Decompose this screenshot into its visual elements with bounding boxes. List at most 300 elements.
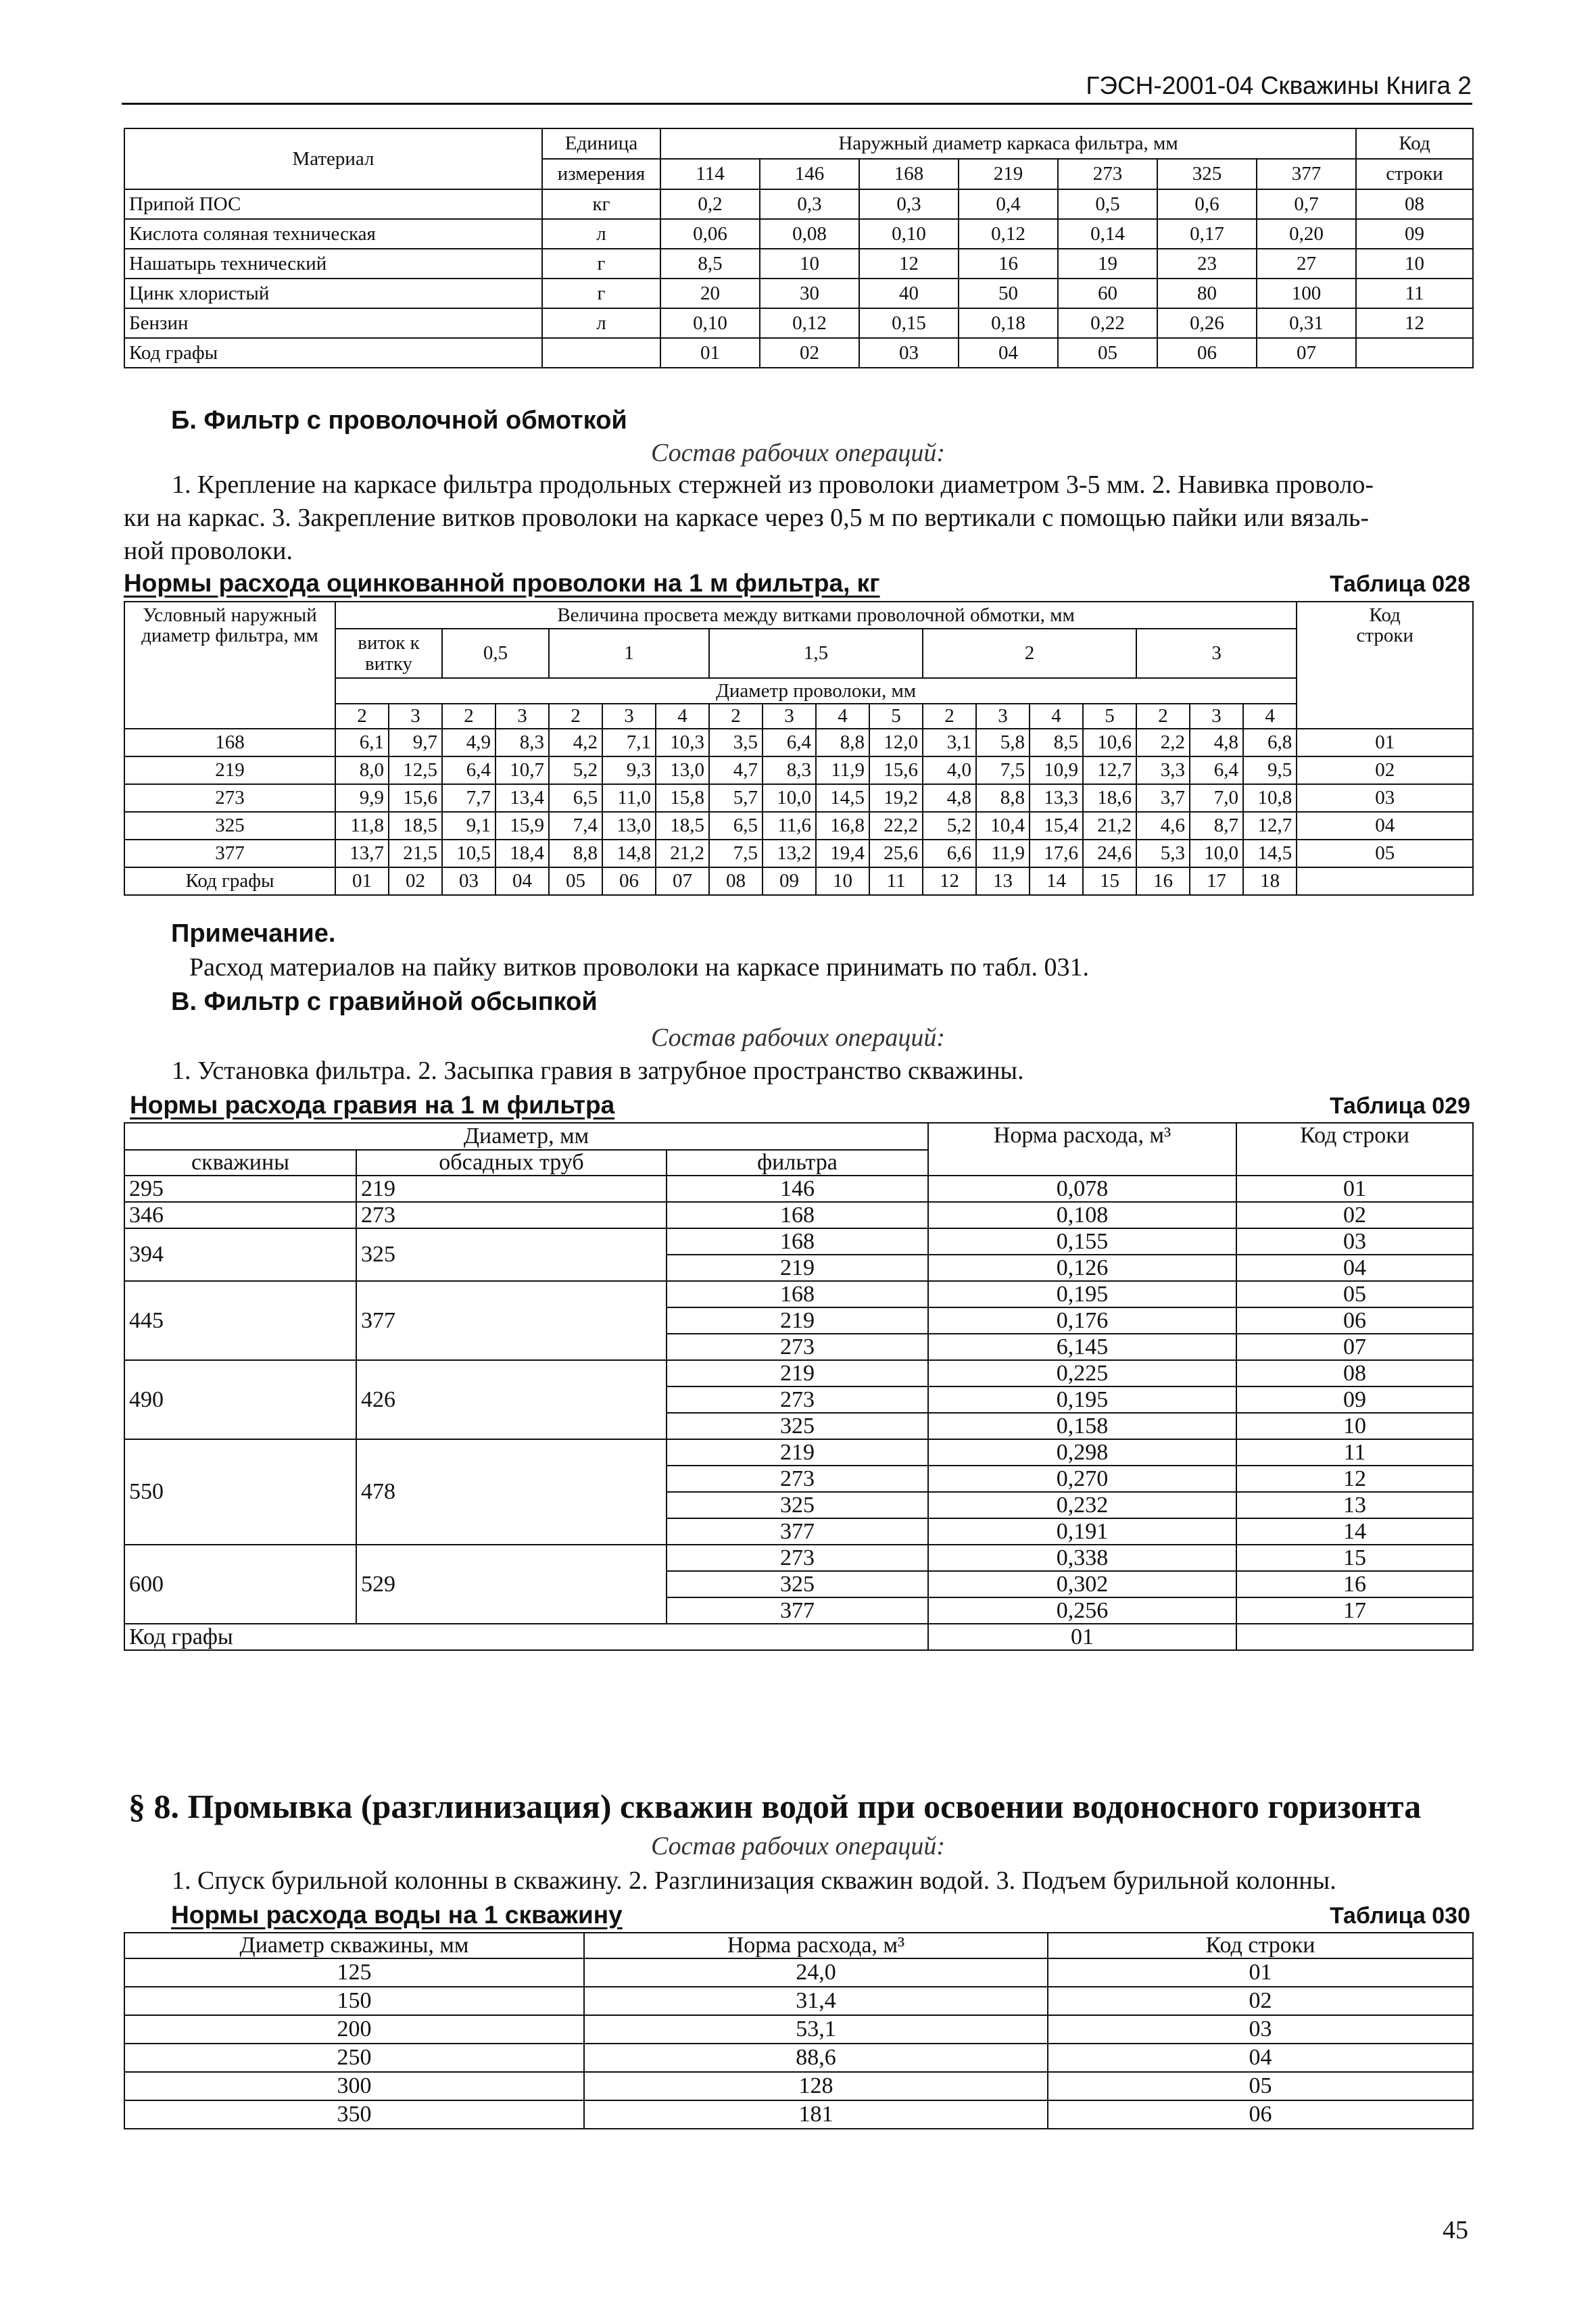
value-cell: 22,2 [869,812,923,840]
casing-diameter-cell: 219 [356,1176,667,1202]
table-row [124,812,1473,840]
graph-code-cell: 02 [760,338,859,368]
value-cell: 6,1 [335,729,389,756]
value-cell: 7,0 [1190,784,1243,812]
value-cell: 0,7 [1257,189,1356,219]
value-cell: 4,8 [1190,729,1243,756]
header-diameter: Диаметр скважины, мм [124,1933,584,1958]
table-029-caption: Нормы расхода гравия на 1 м фильтра [130,1091,615,1119]
header-gap: Величина просвета между витками проволочной обмотки, мм [335,602,1297,629]
value-cell: 9,1 [442,812,495,840]
graph-code-cell: 14 [1030,867,1083,895]
wire-diameter-cell: 3 [389,704,442,729]
header-turn-line2: витку [364,652,413,675]
row-code-cell: 06 [1236,1307,1473,1334]
unit-cell: кг [542,189,660,219]
table-row [124,338,1473,368]
value-cell: 10 [760,249,859,279]
material-name: Нашатырь технический [124,249,542,279]
value-cell: 9,7 [389,729,442,756]
wire-diameter-cell: 2 [923,704,976,729]
table-028 [124,601,1474,896]
filter-diameter-cell: 146 [667,1176,928,1202]
value-cell: 0,08 [760,219,859,249]
header-diameter-line1: Условный наружный [143,604,317,626]
table-row [124,1987,1473,2015]
header-diameter-line2: диаметр фильтра, мм [141,625,318,647]
value-cell: 8,8 [976,784,1030,812]
well-diameter-cell: 300 [124,2072,584,2100]
value-cell: 18,5 [389,812,442,840]
norm-cell: 0,338 [928,1545,1236,1571]
casing-diameter-cell: 325 [356,1228,667,1281]
value-cell: 8,3 [763,756,816,784]
value-cell: 19,4 [816,840,869,867]
filter-diameter-cell: 325 [667,1571,928,1597]
value-cell: 5,3 [1136,840,1190,867]
value-cell: 10,9 [1030,756,1083,784]
well-diameter-cell: 350 [124,2100,584,2129]
table-row [124,2100,1473,2129]
section-b-ops-line: ки на каркас. 3. Закрепление витков проволоки на каркасе через 0,5 м по вертикали с помощью пайки или вязаль- [124,504,1370,532]
well-diameter-cell: 150 [124,1987,584,2015]
value-cell: 0,10 [859,219,959,249]
row-code-cell: 17 [1236,1597,1473,1624]
value-cell: 13,0 [656,756,709,784]
row-code-cell: 03 [1236,1228,1473,1255]
filter-diameter-cell: 377 [124,840,335,867]
graph-code-cell: 03 [442,867,495,895]
filter-diameter-cell: 168 [667,1202,928,1228]
wire-diameter-cell: 4 [816,704,869,729]
value-cell: 7,5 [976,756,1030,784]
row-code-cell: 13 [1236,1492,1473,1518]
note-text: Расход материалов на пайку витков проволоки на каркасе принимать по табл. 031. [189,953,1090,982]
value-cell: 5,8 [976,729,1030,756]
header-code [1297,602,1473,729]
wire-diameter-cell: 5 [1083,704,1136,729]
value-cell: 5,2 [923,812,976,840]
casing-diameter-cell: 529 [356,1545,667,1624]
graph-code-cell: 05 [549,867,602,895]
value-cell: 8,7 [1190,812,1243,840]
value-cell: 11,9 [816,756,869,784]
value-cell: 24,6 [1083,840,1136,867]
row-code-cell: 16 [1236,1571,1473,1597]
well-diameter-cell: 125 [124,1958,584,1987]
value-cell: 3,1 [923,729,976,756]
norm-cell: 53,1 [584,2015,1048,2044]
header-material: Материал [124,128,542,189]
value-cell: 0,12 [760,308,859,338]
value-cell: 3,7 [1136,784,1190,812]
row-code-cell: 08 [1236,1360,1473,1386]
header-code-line2: строки [1356,159,1473,189]
graph-code-label: Код графы [124,338,542,368]
value-cell: 10,7 [495,756,549,784]
wire-diameter-cell: 4 [1030,704,1083,729]
graph-code-cell: 04 [959,338,1058,368]
value-cell: 6,5 [709,812,763,840]
filter-diameter-cell: 377 [667,1518,928,1545]
row-code-cell: 03 [1048,2015,1473,2044]
wire-diameter-cell: 2 [335,704,389,729]
table-029-number: Таблица 029 [1330,1093,1470,1119]
value-cell: 8,8 [816,729,869,756]
filter-diameter-cell: 219 [667,1360,928,1386]
norm-cell: 0,270 [928,1466,1236,1492]
value-cell: 10,8 [1243,784,1297,812]
graph-code-cell: 01 [660,338,760,368]
value-cell: 4,2 [549,729,602,756]
value-cell: 0,14 [1058,219,1157,249]
value-cell: 40 [859,279,959,308]
value-cell: 14,5 [1243,840,1297,867]
row-code-cell: 01 [1297,729,1473,756]
table-row [124,1228,1473,1255]
table-028-caption: Нормы расхода оцинкованной проволоки на 1 м фильтра, кг [124,569,880,597]
value-cell: 10,0 [1190,840,1243,867]
header-diameter-value: 377 [1257,159,1356,189]
table-row [124,1958,1473,1987]
well-diameter-cell: 250 [124,2044,584,2072]
material-name: Бензин [124,308,542,338]
filter-diameter-cell: 168 [124,729,335,756]
header-unit-line2: измерения [542,159,660,189]
value-cell: 2,2 [1136,729,1190,756]
row-code-cell: 09 [1356,219,1473,249]
header-rule [122,103,1472,105]
norm-cell: 0,078 [928,1176,1236,1202]
value-cell: 18,4 [495,840,549,867]
table-row [124,784,1473,812]
header-norm: Норма расхода, м³ [928,1123,1236,1176]
section-8-title: § 8. Промывка (разглинизация) скважин водой при освоении водоносного горизонта [128,1787,1422,1825]
graph-code-cell: 13 [976,867,1030,895]
well-diameter-cell: 445 [124,1281,356,1360]
header-code-line1: Код [1356,128,1473,159]
value-cell: 30 [760,279,859,308]
filter-diameter-cell: 273 [667,1466,928,1492]
value-cell: 15,9 [495,812,549,840]
value-cell: 0,31 [1257,308,1356,338]
row-code-cell: 10 [1236,1413,1473,1439]
header-gap-value: 1,5 [709,629,923,678]
row-code-cell: 04 [1048,2044,1473,2072]
materials-table [124,128,1474,368]
value-cell: 14,8 [602,840,656,867]
header-code: Код строки [1236,1123,1473,1176]
norm-cell: 0,158 [928,1413,1236,1439]
value-cell: 9,9 [335,784,389,812]
value-cell: 0,12 [959,219,1058,249]
value-cell: 3,3 [1136,756,1190,784]
value-cell: 5,2 [549,756,602,784]
norm-cell: 0,256 [928,1597,1236,1624]
value-cell: 17,6 [1030,840,1083,867]
value-cell: 6,4 [442,756,495,784]
graph-code-cell: 03 [859,338,959,368]
value-cell: 27 [1257,249,1356,279]
row-code-cell: 14 [1236,1518,1473,1545]
header-diameter: Диаметр, мм [124,1123,928,1150]
casing-diameter-cell: 377 [356,1281,667,1360]
table-030-number: Таблица 030 [1330,1903,1470,1929]
wire-diameter-cell: 3 [495,704,549,729]
table-row [124,189,1473,219]
graph-code-cell: 02 [389,867,442,895]
value-cell: 13,2 [763,840,816,867]
value-cell: 16,8 [816,812,869,840]
value-cell: 11,9 [976,840,1030,867]
value-cell: 16 [959,249,1058,279]
value-cell: 0,5 [1058,189,1157,219]
value-cell: 4,9 [442,729,495,756]
header-unit-line1: Единица [542,128,660,159]
value-cell: 6,4 [763,729,816,756]
table-row [124,2072,1473,2100]
value-cell: 25,6 [869,840,923,867]
filter-diameter-cell: 219 [667,1307,928,1334]
value-cell: 21,2 [1083,812,1136,840]
header-casing: обсадных труб [356,1150,667,1176]
value-cell: 4,7 [709,756,763,784]
value-cell: 4,8 [923,784,976,812]
value-cell: 0,06 [660,219,760,249]
filter-diameter-cell: 325 [124,812,335,840]
row-code-cell: 10 [1356,249,1473,279]
header-diameter-value: 146 [760,159,859,189]
value-cell: 6,8 [1243,729,1297,756]
header-gap-value: 3 [1136,629,1297,678]
filter-diameter-cell: 219 [667,1255,928,1281]
header-gap-value: 1 [549,629,709,678]
value-cell: 0,4 [959,189,1058,219]
table-row [124,219,1473,249]
wire-diameter-cell: 2 [1136,704,1190,729]
norm-cell: 31,4 [584,1987,1048,2015]
header-diameter: Наружный диаметр каркаса фильтра, мм [660,128,1356,159]
value-cell: 15,8 [656,784,709,812]
graph-code-cell: 06 [1157,338,1257,368]
value-cell: 15,6 [389,784,442,812]
section-v-ops-text: 1. Установка фильтра. 2. Засыпка гравия в затрубное пространство скважины. [172,1057,1024,1085]
value-cell: 60 [1058,279,1157,308]
value-cell: 6,6 [923,840,976,867]
value-cell: 3,5 [709,729,763,756]
norm-cell: 88,6 [584,2044,1048,2072]
graph-code-cell: 17 [1190,867,1243,895]
header-gap-value: 2 [923,629,1136,678]
row-code-cell: 09 [1236,1386,1473,1413]
value-cell: 11,6 [763,812,816,840]
value-cell: 80 [1157,279,1257,308]
value-cell: 13,4 [495,784,549,812]
table-row [124,840,1473,867]
header-gap-value: 0,5 [442,629,549,678]
header-code: Код строки [1048,1933,1473,1958]
row-code-cell: 05 [1236,1281,1473,1307]
graph-code-cell: 18 [1243,867,1297,895]
filter-diameter-cell: 273 [667,1334,928,1360]
graph-code-cell: 05 [1058,338,1157,368]
header-turn-line1: виток к [358,632,420,654]
row-code-cell: 05 [1297,840,1473,867]
row-code-cell: 02 [1297,756,1473,784]
norm-cell: 128 [584,2072,1048,2100]
value-cell: 6,4 [1190,756,1243,784]
value-cell: 7,4 [549,812,602,840]
table-row [124,1624,1473,1650]
norm-cell: 0,298 [928,1439,1236,1466]
row-code-cell: 07 [1236,1334,1473,1360]
header-diameter-value: 325 [1157,159,1257,189]
filter-diameter-cell: 219 [124,756,335,784]
graph-code-cell: 07 [656,867,709,895]
value-cell: 0,6 [1157,189,1257,219]
norm-cell: 181 [584,2100,1048,2129]
value-cell: 5,7 [709,784,763,812]
wire-diameter-cell: 4 [1243,704,1297,729]
graph-code-cell: 10 [816,867,869,895]
value-cell: 0,3 [760,189,859,219]
header-filter: фильтра [667,1150,928,1176]
table-030 [124,1932,1474,2129]
section-b-ops-label: Состав рабочих операций: [650,439,945,467]
wire-diameter-cell: 2 [709,704,763,729]
wire-diameter-cell: 4 [656,704,709,729]
norm-cell: 24,0 [584,1958,1048,1987]
material-name: Цинк хлористый [124,279,542,308]
norm-cell: 0,232 [928,1492,1236,1518]
table-row [124,1360,1473,1386]
empty-cell [542,338,660,368]
row-code-cell: 01 [1236,1176,1473,1202]
row-code-cell: 01 [1048,1958,1473,1987]
value-cell: 13,7 [335,840,389,867]
value-cell: 10,5 [442,840,495,867]
value-cell: 11,8 [335,812,389,840]
value-cell: 50 [959,279,1058,308]
graph-code-cell: 01 [928,1624,1236,1650]
value-cell: 15,4 [1030,812,1083,840]
value-cell: 0,22 [1058,308,1157,338]
value-cell: 20 [660,279,760,308]
casing-diameter-cell: 273 [356,1202,667,1228]
header-well: скважины [124,1150,356,1176]
value-cell: 11,0 [602,784,656,812]
table-row [124,308,1473,338]
unit-cell: г [542,279,660,308]
header-diameter-value: 273 [1058,159,1157,189]
value-cell: 14,5 [816,784,869,812]
norm-cell: 0,225 [928,1360,1236,1386]
unit-cell: г [542,249,660,279]
value-cell: 18,6 [1083,784,1136,812]
graph-code-label: Код графы [124,1624,928,1650]
value-cell: 21,5 [389,840,442,867]
table-row [124,1545,1473,1571]
filter-diameter-cell: 377 [667,1597,928,1624]
norm-cell: 0,191 [928,1518,1236,1545]
filter-diameter-cell: 325 [667,1492,928,1518]
value-cell: 21,2 [656,840,709,867]
norm-cell: 0,195 [928,1386,1236,1413]
section-v-ops-label: Состав рабочих операций: [650,1023,945,1052]
casing-diameter-cell: 478 [356,1439,667,1545]
casing-diameter-cell: 426 [356,1360,667,1439]
value-cell: 13,3 [1030,784,1083,812]
graph-code-label: Код графы [124,867,335,895]
wire-diameter-cell: 2 [442,704,495,729]
row-code-cell: 04 [1236,1255,1473,1281]
material-name: Припой ПОС [124,189,542,219]
header-code-line1: Код [1369,604,1401,626]
wire-diameter-cell: 3 [763,704,816,729]
header-diameter [124,602,335,729]
value-cell: 100 [1257,279,1356,308]
row-code-cell: 03 [1297,784,1473,812]
table-row [124,1202,1473,1228]
running-head: ГЭСН-2001-04 Скважины Книга 2 [1086,72,1472,99]
value-cell: 0,2 [660,189,760,219]
value-cell: 8,3 [495,729,549,756]
norm-cell: 0,108 [928,1202,1236,1228]
norm-cell: 0,176 [928,1307,1236,1334]
norm-cell: 0,126 [928,1255,1236,1281]
section-b-ops-line: 1. Крепление на каркасе фильтра продольных стержней из проволоки диаметром 3-5 мм. 2. Навивка проволо- [172,471,1374,499]
value-cell: 0,26 [1157,308,1257,338]
table-row [124,1281,1473,1307]
value-cell: 12,5 [389,756,442,784]
graph-code-cell: 12 [923,867,976,895]
table-028-number: Таблица 028 [1330,571,1470,597]
row-code-cell: 05 [1048,2072,1473,2100]
value-cell: 0,20 [1257,219,1356,249]
header-turn [335,629,442,678]
empty-cell [1297,867,1473,895]
value-cell: 10,3 [656,729,709,756]
value-cell: 7,5 [709,840,763,867]
section-8-ops-text: 1. Спуск бурильной колонны в скважину. 2. Разглинизация скважин водой. 3. Подъем бурильной колонны. [172,1866,1336,1895]
value-cell: 4,6 [1136,812,1190,840]
filter-diameter-cell: 273 [667,1545,928,1571]
table-row [124,279,1473,308]
value-cell: 12,7 [1243,812,1297,840]
norm-cell: 0,195 [928,1281,1236,1307]
graph-code-cell: 04 [495,867,549,895]
row-code-cell: 06 [1048,2100,1473,2129]
value-cell: 8,5 [660,249,760,279]
value-cell: 7,1 [602,729,656,756]
value-cell: 13,0 [602,812,656,840]
well-diameter-cell: 295 [124,1176,356,1202]
header-wire-diameter: Диаметр проволоки, мм [335,678,1297,704]
value-cell: 12,7 [1083,756,1136,784]
row-code-cell: 02 [1048,1987,1473,2015]
wire-diameter-cell: 3 [1190,704,1243,729]
well-diameter-cell: 490 [124,1360,356,1439]
norm-cell: 0,302 [928,1571,1236,1597]
value-cell: 6,5 [549,784,602,812]
table-row [124,1439,1473,1466]
empty-cell [1236,1624,1473,1650]
section-8-ops-label: Состав рабочих операций: [650,1832,945,1860]
page-number: 45 [1443,2216,1468,2244]
value-cell: 0,17 [1157,219,1257,249]
value-cell: 12,0 [869,729,923,756]
table-030-caption: Нормы расхода воды на 1 скважину [171,1901,623,1929]
